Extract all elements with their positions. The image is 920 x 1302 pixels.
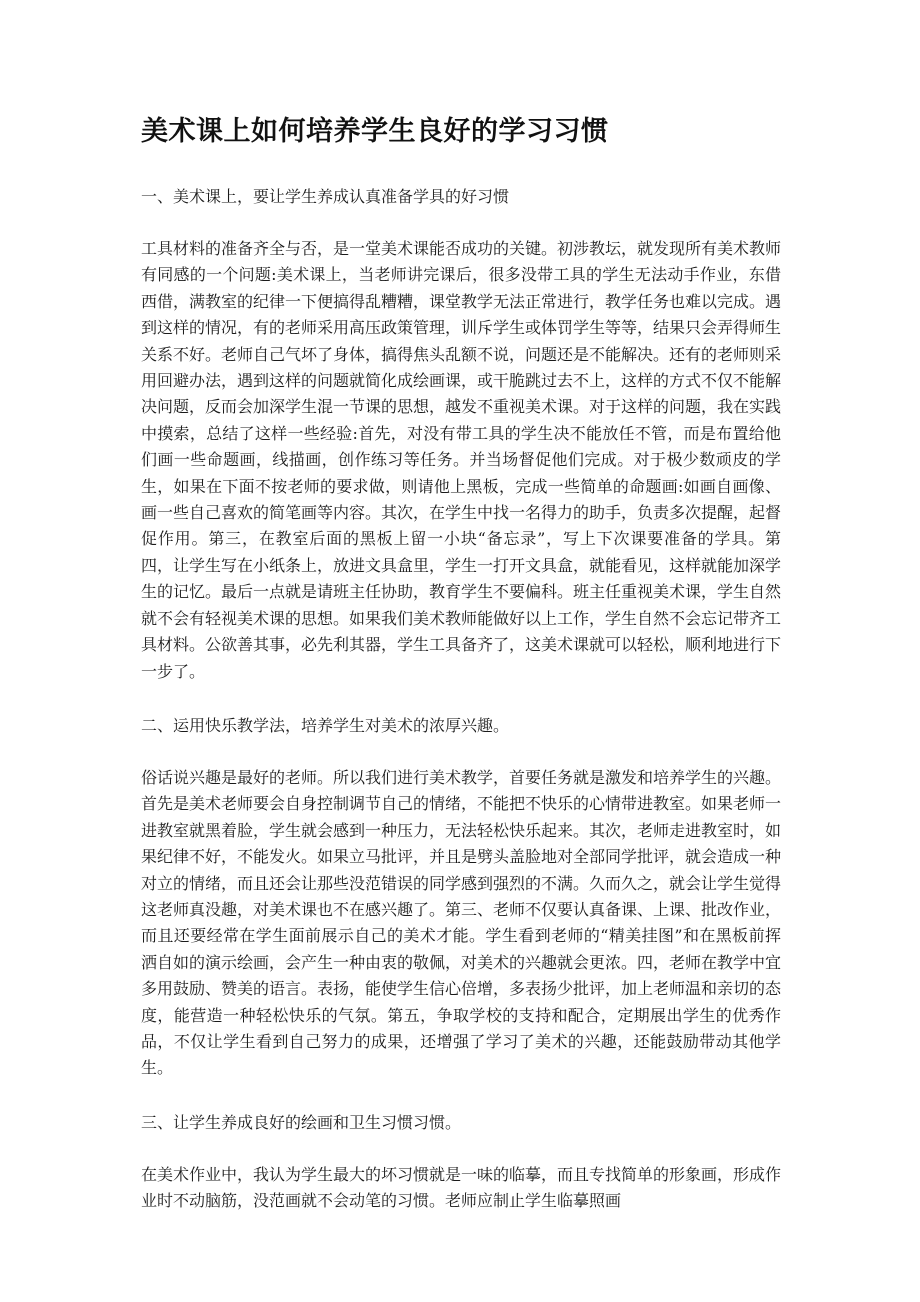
section-heading-2: 二、运用快乐教学法，培养学生对美术的浓厚兴趣。 (141, 715, 510, 735)
document-page (141, 112, 781, 1215)
section-paragraph-2: 俗话说兴趣是最好的老师。所以我们进行美术教学，首要任务就是激发和培养学生的兴趣。首先是美术老师要会自身控制调节自己的情绪，不能把不快乐的心情带进教室。如果老师一进教室就黑着脸，学生就会感到一种压力，无法轻松快乐起来。其次，老师走进教室时，如果纪律不好，不能发火。如果立马批评，并且是劈头盖脸地对全部同学批评，就会造成一种对立的情绪，而且还会让那些没范错误的同学感到强烈的不满。久而久之，就会让学生觉得这老师真没趣，对美术课也不在感兴趣了。第三、老师不仅要认真备课、上课、批改作业，而且还要经常在学生面前展示自己的美术才能。学生看到老师的“精美挂图”和在黑板前挥洒自如的演示绘画，会产生一种由衷的敬佩，对美术的兴趣就会更浓。四，老师在教学中宜多用鼓励、赞美的语言。表扬，能使学生信心倍增，多表扬少批评，加上老师温和亲切的态度，能营造一种轻松快乐的气氛。第五，争取学校的支持和配合，定期展出学生的优秀作品，不仅让学生看到自己努力的成果，还增强了学习了美术的兴趣，还能鼓励带动其他学生。 (141, 767, 782, 1078)
section-paragraph-1: 工具材料的准备齐全与否，是一堂美术课能否成功的关键。初涉教坛，就发现所有美术教师有同感的一个问题:美术课上，当老师讲完课后，很多没带工具的学生无法动手作业，东借西借，满教室的纪律一下便搞得乱糟糟，课堂教学无法正常进行，教学任务也难以完成。遇到这样的情况，有的老师采用高压政策管理，训斥学生或体罚学生等等，结果只会弄得师生关系不好。老师自己气坏了身体，搞得焦头乱额不说，问题还是不能解决。还有的老师则采用回避办法，遇到这样的问题就简化成绘画课，或干脆跳过去不上，这样的方式不仅不能解决问题，反而会加深学生混一节课的思想，越发不重视美术课。对于这样的问题，我在实践中摸索，总结了这样一些经验:首先，对没有带工具的学生决不能放任不管，而是布置给他们画一些命题画，线描画，创作练习等任务。并当场督促他们完成。对于极少数顽皮的学生，如果在下面不按老师的要求做，则请他上黑板，完成一些简单的命题画:如画自画像、画一些自己喜欢的简笔画等内容。其次，在学生中找一名得力的助手，负责多次提醒，起督促作用。第三，在教室后面的黑板上留一小块“备忘录”，写上下次课要准备的学具。第四，让学生写在小纸条上，放进文具盒里，学生一打开文具盒，就能看见，这样就能加深学生的记忆。最后一点就是请班主任协助，教育学生不要偏科。班主任重视美术课，学生自然就不会有轻视美术课的思想。如果我们美术教师能做好以上工作，学生自然不会忘记带齐工具材料。公欲善其事，必先利其器，学生工具备齐了，这美术课就可以轻松，顺利地进行下一步了。 (141, 239, 782, 681)
section-heading-3: 三、让学生养成良好的绘画和卫生习惯习惯。 (141, 1112, 462, 1132)
section-paragraph-3: 在美术作业中，我认为学生最大的坏习惯就是一味的临摹，而且专找简单的形象画，形成作业时不动脑筋，没范画就不会动笔的习惯。老师应制止学生临摹照画 (141, 1164, 782, 1211)
section-heading-1: 一、美术课上，要让学生养成认真准备学具的好习惯 (141, 187, 510, 206)
document-title: 美术课上如何培养学生良好的学习习惯 (141, 116, 609, 147)
